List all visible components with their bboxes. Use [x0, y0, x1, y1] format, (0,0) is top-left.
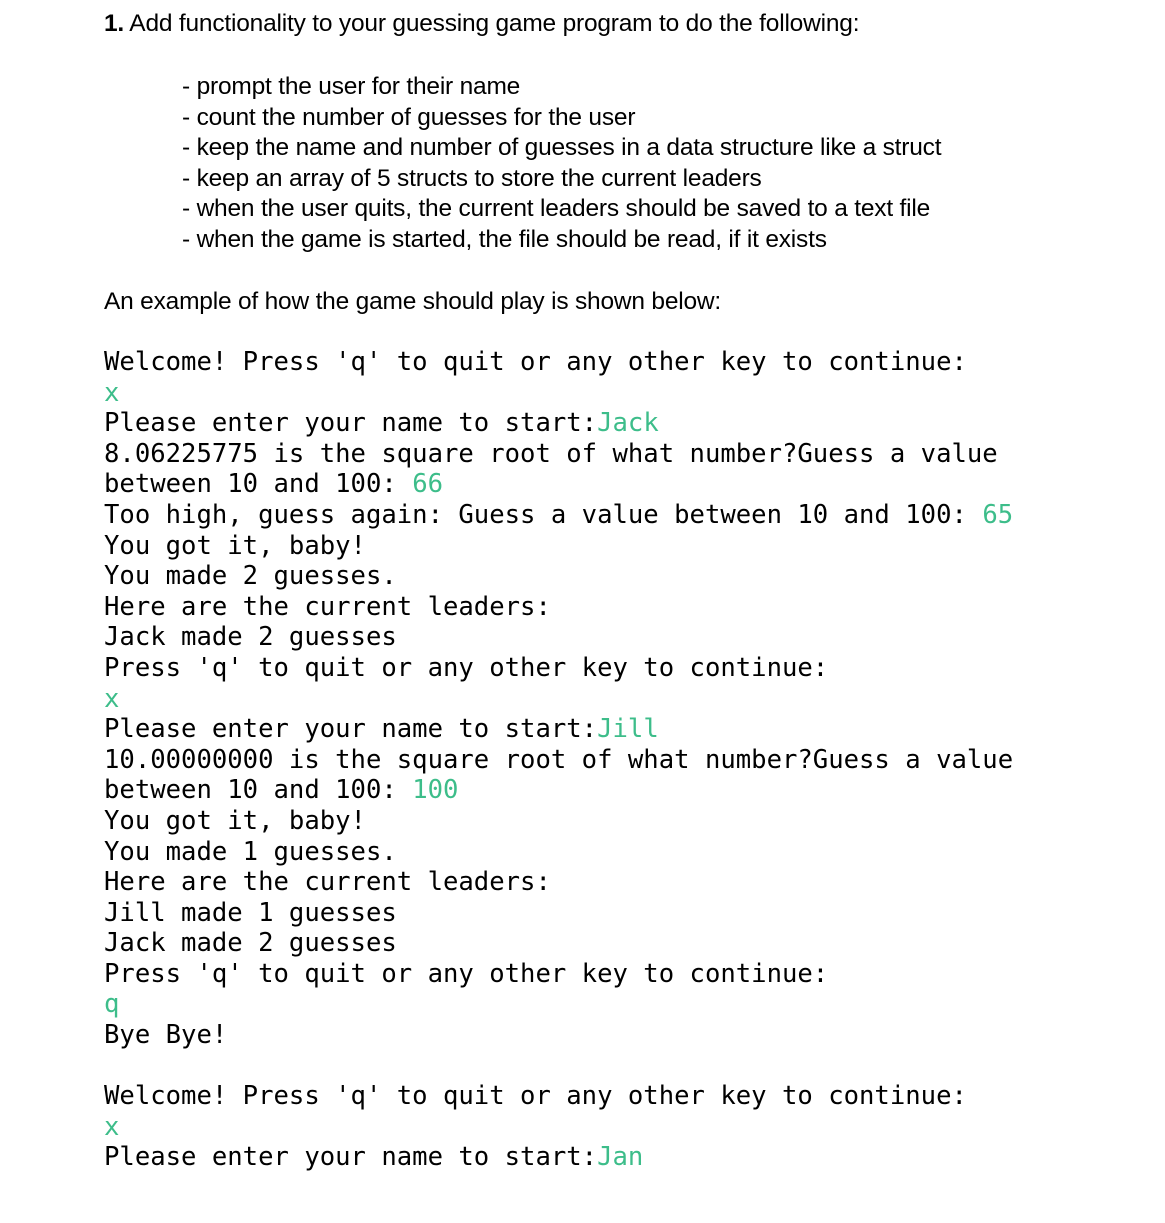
console-line	[104, 898, 1013, 929]
console-output-text: Please enter your name to start:	[104, 1142, 598, 1173]
console-output-text: Press 'q' to quit or any other key to continue:	[104, 958, 829, 989]
console-output-text: Press 'q' to quit or any other key to continue:	[104, 652, 829, 683]
example-intro: An example of how the game should play is shown below:	[104, 288, 722, 315]
requirement-item: - prompt the user for their name	[182, 73, 521, 100]
console-output-text: Welcome! Press 'q' to quit or any other key to continue:	[104, 347, 967, 377]
console-line	[104, 469, 1013, 500]
console-user-input: q	[104, 989, 120, 1020]
assignment-heading	[104, 6, 859, 42]
console-line	[104, 408, 1013, 439]
console-user-input: 100	[412, 775, 459, 806]
console-output-text: You made 1 guesses.	[104, 836, 397, 867]
requirement-item: - keep the name and number of guesses in a data structure like a struct	[182, 134, 942, 162]
console-output-text: You made 2 guesses.	[104, 561, 397, 592]
console-user-input: x	[104, 683, 120, 714]
console-user-input: Jack	[597, 408, 659, 439]
console-line	[104, 684, 1013, 715]
console-line	[104, 592, 1013, 623]
console-output-text: Welcome! Press 'q' to quit or any other key to continue:	[104, 1081, 967, 1112]
console-line	[104, 622, 1013, 653]
console-line	[104, 959, 1013, 990]
console-line	[104, 806, 1013, 837]
console-output-text: Jack made 2 guesses	[104, 622, 397, 653]
console-line	[104, 928, 1013, 959]
requirement-item: - count the number of guesses for the user	[182, 103, 636, 131]
console-output-text: between 10 and 100:	[104, 469, 413, 500]
console-line	[104, 867, 1013, 898]
console-output-text: Please enter your name to start:	[104, 714, 598, 745]
console-line	[104, 989, 1013, 1020]
console-line	[104, 378, 1013, 409]
console-user-input: 66	[412, 469, 444, 500]
requirement-item: - when the game is started, the file should be read, if it exists	[182, 225, 827, 253]
console-output-text: You got it, baby!	[104, 530, 366, 561]
console-user-input: x	[104, 1111, 120, 1142]
console-user-input: Jan	[597, 1142, 644, 1173]
console-output-text: 8.06225775 is the square root of what number?Guess a value	[104, 438, 998, 469]
console-output-text: 10.00000000 is the square root of what number?Guess a value	[104, 744, 1014, 775]
console-line	[104, 347, 1013, 378]
console-line	[104, 1051, 1013, 1082]
console-output-text: Here are the current leaders:	[104, 867, 551, 898]
requirements-list	[182, 72, 941, 256]
console-line	[104, 1020, 1013, 1051]
console-user-input: 65	[982, 499, 1014, 530]
console-output-text: Bye Bye!	[104, 1020, 228, 1051]
requirement-item: - keep an array of 5 structs to store the current leaders	[182, 164, 762, 192]
console-output-text: between 10 and 100:	[104, 775, 413, 806]
console-line	[104, 1112, 1013, 1143]
console-line	[104, 439, 1013, 470]
console-line	[104, 1142, 1013, 1173]
console-user-input: x	[104, 377, 120, 408]
console-line	[104, 714, 1013, 745]
console-output-text: Jill made 1 guesses	[104, 897, 397, 928]
heading-text: Add functionality to your guessing game program to do the following:	[124, 10, 860, 37]
console-output-text: Here are the current leaders:	[104, 591, 551, 622]
console-output-text: Jack made 2 guesses	[104, 928, 397, 959]
console-line	[104, 500, 1013, 531]
console-line	[104, 775, 1013, 806]
console-line	[104, 561, 1013, 592]
console-line	[104, 837, 1013, 868]
console-output-text: Please enter your name to start:	[104, 408, 598, 439]
console-line	[104, 531, 1013, 562]
console-output-text: You got it, baby!	[104, 805, 366, 836]
console-line	[104, 745, 1013, 776]
console-user-input: Jill	[597, 714, 659, 745]
console-output-text: Too high, guess again: Guess a value between 10 and 100:	[104, 499, 983, 530]
heading-number: 1.	[104, 10, 125, 37]
requirement-item: - when the user quits, the current leaders should be saved to a text file	[182, 195, 931, 223]
console-line	[104, 1081, 1013, 1112]
console-transcript	[104, 347, 1013, 1173]
console-line	[104, 653, 1013, 684]
